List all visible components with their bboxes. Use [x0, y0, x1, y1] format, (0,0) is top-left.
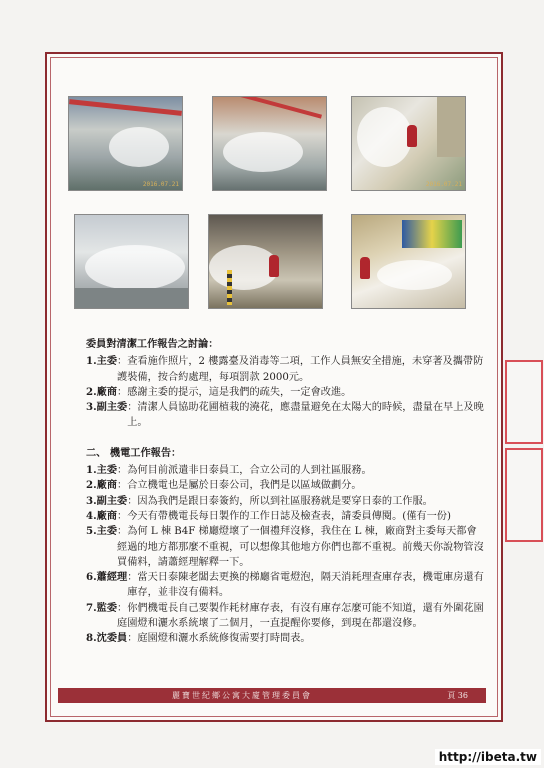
speaker-role: 主委 [96, 464, 118, 477]
cleaning-photo-1 [68, 96, 183, 191]
minutes-item: 1. 主委 ：查看施作照片，2 樓露臺及消毒等二項，工作人員無安全措施，未穿著及攜帶防護裝備，按合約處理，每項罰款 2000元。 [86, 354, 486, 385]
photo-date: 2016.07.21 [142, 181, 179, 188]
page-footer [58, 688, 486, 703]
speaker-role: 副主委 [96, 494, 128, 507]
cleaning-photo-5 [208, 214, 323, 309]
speaker-role: 副主委 [96, 401, 128, 414]
photo-date: 2016.07.21 [425, 181, 462, 188]
speaker-role: 廠商 [96, 385, 118, 398]
minutes-item: 3. 副主委 ：因為我們是跟日泰簽約，所以到社區服務就是要穿日泰的工作服。 [86, 494, 486, 509]
cleaning-photo-2 [212, 96, 327, 191]
minutes-item: 5. 主委 ：為何 L 棟 B4F 梯廳燈壞了一個禮拜沒修，我住在 L 棟，廠商對主委每天都會經過的地方都那麼不重視，可以想像其他地方你們也都不重視。前幾天你說物管沒買備料，請蕭經理解釋一下。 [86, 524, 486, 570]
section-heading-electrical: 二、 機電工作報告： [86, 446, 182, 459]
cleaning-photo-6 [351, 214, 466, 309]
watermark: http://ibeta.tw [435, 749, 541, 765]
speaker-role: 主委 [96, 525, 118, 538]
speaker-role: 廠商 [96, 509, 118, 522]
cleaning-photo-3 [351, 96, 466, 191]
minutes-item: 6. 蕭經理 ：當天日泰陳老闆去更換的梯廳省電燈泡，隔天消耗理查庫存表，機電庫房還有庫存，並非沒有備料。 [86, 570, 486, 601]
minutes-item: 1. 主委 ：為何目前派遣非日泰員工，合立公司的人到社區服務。 [86, 463, 486, 478]
minutes-item: 3. 副主委 ：清潔人員協助花圃植栽的澆花，應盡量避免在太陽大的時候，盡量在早上及晚上。 [86, 400, 486, 431]
speaker-role: 沈委員 [96, 632, 128, 645]
minutes-item: 2. 廠商 ：合立機電也是屬於日泰公司，我們是以區域做劃分。 [86, 478, 486, 493]
cleaning-photo-4 [74, 214, 189, 309]
minutes-item: 8. 沈委員 ：庭園燈和灑水系統修復需要打時間表。 [86, 631, 486, 646]
minutes-item: 2. 廠商 ：感謝主委的提示，這是我們的疏失，一定會改進。 [86, 385, 486, 400]
page-number: 頁 36 [447, 691, 468, 700]
speaker-role: 主委 [96, 355, 118, 368]
seal-stamp [505, 448, 543, 542]
speaker-role: 監委 [96, 601, 118, 614]
seal-stamp [505, 360, 543, 444]
footer-title: 麗寶世紀鄉公寓大廈管理委員會 [172, 691, 312, 700]
speaker-role: 廠商 [96, 479, 118, 492]
speaker-role: 蕭經理 [96, 571, 128, 584]
section-heading-cleaning: 委員對清潔工作報告之討論： [86, 338, 219, 350]
minutes-item: 7. 監委 ：你們機電長自己要製作耗材庫存表，有沒有庫存怎麼可能不知道，還有外圍花園庭園燈和灑水系統壞了二個月，一直提醒你要修，到現在都還沒修。 [86, 601, 486, 632]
minutes-item: 4. 廠商 ：今天有帶機電長每日製作的工作日誌及檢查表，請委員傳閱。(僅有一份) [86, 509, 486, 524]
meeting-minutes-text [86, 337, 486, 647]
